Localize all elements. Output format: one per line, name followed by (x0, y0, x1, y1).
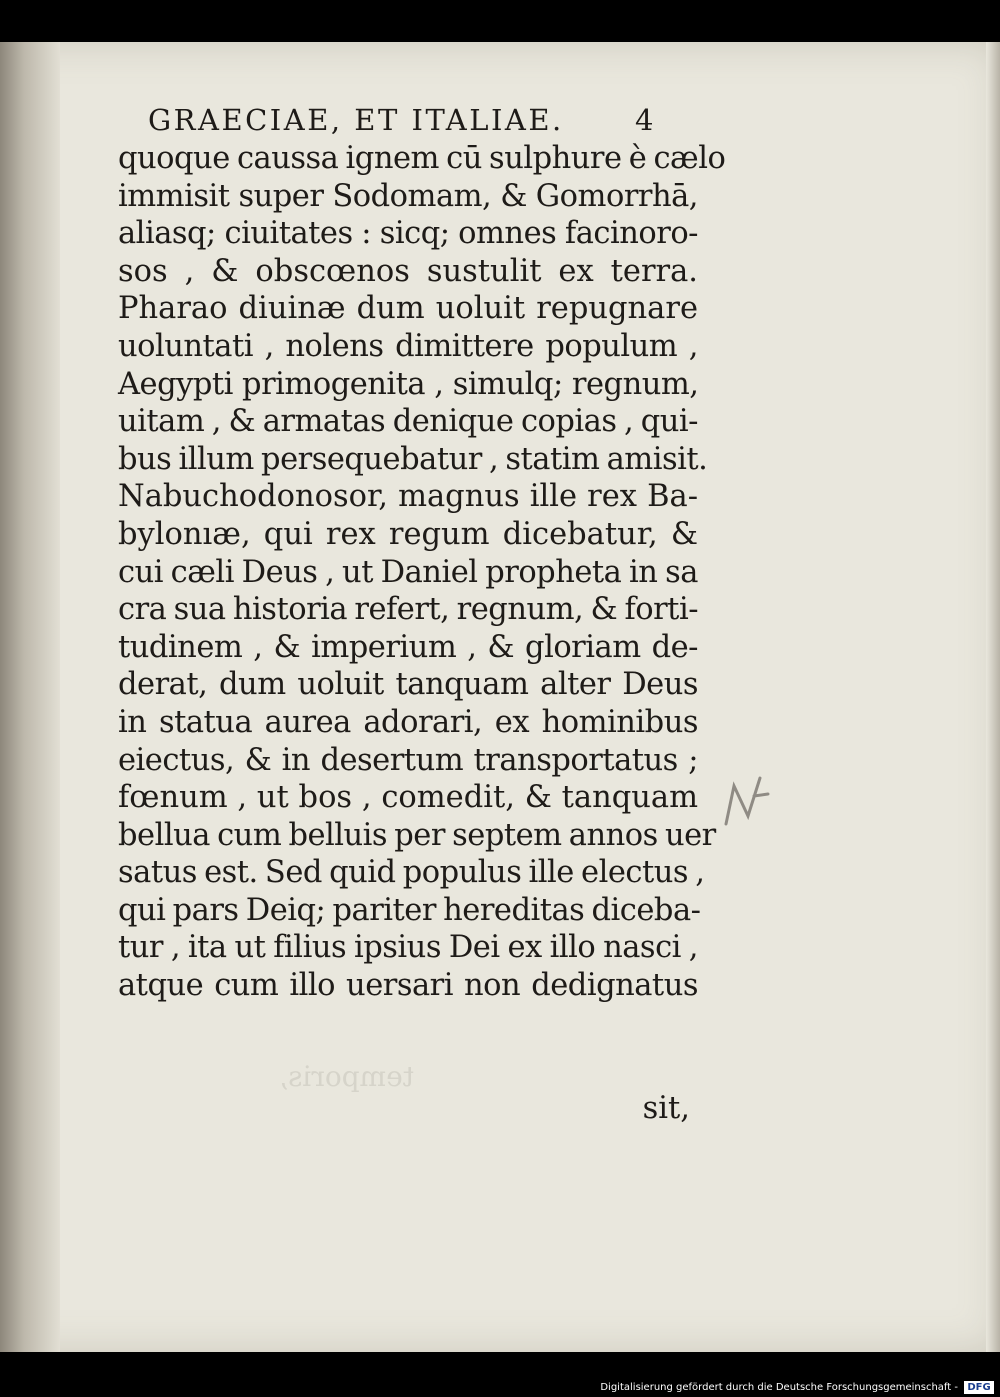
text-line: uoluntati , nolens dimittere populum , (118, 328, 698, 364)
bleed-through-text: temporis, (279, 1060, 414, 1093)
text-line: derat, dum uoluit tanquam alter Deus (118, 667, 698, 703)
catchword: sit, (642, 1091, 690, 1126)
dfg-logo-icon: DFG (964, 1381, 994, 1394)
text-line: uitam , & armatas denique copias , qui- (118, 404, 698, 440)
page-gutter-shadow (0, 42, 60, 1352)
text-line: bylonıæ, qui rex regum dicebatur, & (118, 516, 698, 552)
digitization-credit: Digitalisierung gefördert durch die Deutsche Forschungsgemeinschaft - (600, 1382, 958, 1393)
text-line: aliasq; ciuitates : sicq; omnes facinoro- (118, 216, 698, 252)
text-line: fœnum , ut bos , comedit, & tanquam (118, 780, 698, 816)
text-line: cra sua historia refert, regnum, & forti- (118, 592, 698, 628)
text-line: Pharao diuinæ dum uoluit repugnare (118, 291, 698, 327)
text-line: tur , ita ut filius ipsius Dei ex illo nasci , (118, 930, 698, 966)
text-line: immisit super Sodomam, & Gomorrhā, (118, 178, 698, 214)
page-number: 4 (635, 103, 656, 137)
text-line: eiectus, & in desertum transportatus ; (118, 742, 698, 778)
page-edge (986, 42, 1000, 1352)
text-line: in statua aurea adorari, ex hominibus (118, 704, 698, 740)
text-line: bus illum persequebatur , statim amisit. (118, 441, 708, 477)
text-line: qui pars Deiq; pariter hereditas diceba- (118, 892, 701, 928)
text-line: cui cæli Deus , ut Daniel propheta in sa (118, 554, 698, 590)
text-line: sos , & obscœnos sustulit ex terra. (118, 253, 698, 289)
pencil-mark-icon (718, 772, 778, 832)
text-line: Nabuchodonosor, magnus ille rex Ba- (118, 479, 698, 515)
text-line: quoque caussa ignem cū sulphure è cælo (118, 141, 726, 176)
text-line: tudinem , & imperium , & gloriam de- (118, 629, 698, 665)
text-line: bellua cum belluis per septem annos uer (118, 817, 716, 853)
text-line: satus est. Sed quid populus ille electus , (118, 855, 705, 891)
running-head-title: GRAECIAE, ET ITALIAE. (148, 103, 564, 137)
text-line: atque cum illo uersari non dedignatus (118, 968, 698, 1004)
running-head (148, 103, 668, 143)
text-line: Aegypti primogenita , simulq; regnum, (118, 366, 699, 402)
